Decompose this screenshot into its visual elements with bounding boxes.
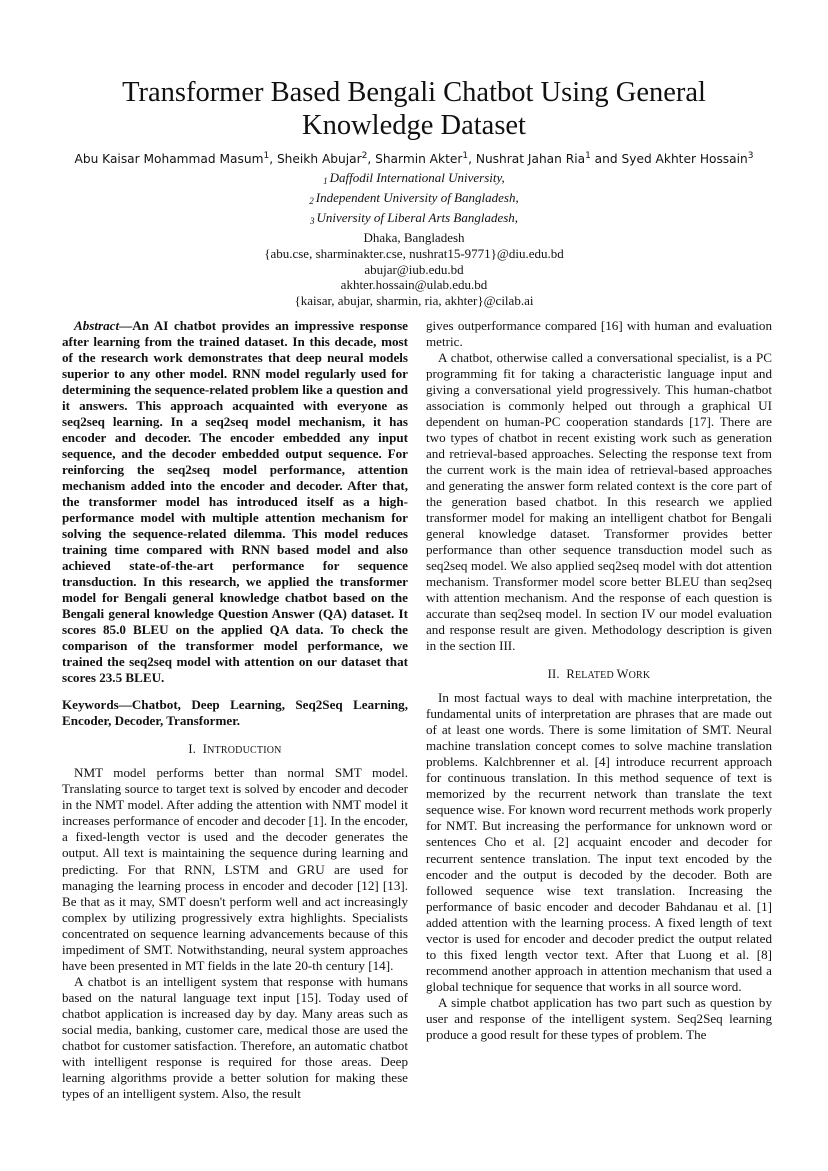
section-initial: I [202,742,208,757]
affiliation-block [60,170,768,309]
affiliation-number: 2 [309,195,314,206]
author-name: Sharmin Akter [375,152,463,166]
keywords-label: Keywords— [62,697,132,713]
affiliation-number: 3 [309,215,315,226]
paragraph: In most factual ways to deal with machine interpretation, the fundamental units of interpretation are phrases that are made out of at least one words. There is some limitation of SMT. Neural machine translation concept comes to solve machine translation problems. Kalchbrenner et al. [4] introduce recurrent approach for continuous translation. In this method sequence of text is memorized by the recurrent network than translate the text sequence wise. For known word recurrent methods work properly for NMT. But increasing the performance for unknown word or sentences Cho et al. [2] acquaint encoder and decoder for recurrent sentence translation. The input text encoded by the encoder and the output is decoded by the decoder. Both are followed sequence wise text translation. Increasing the performance of basic encoder and decoder Bahdanau et al. [1] added attention with the learning process. A fixed length of text vector is used for encoder and decoder predict the output related to this fixed length vector text. After that Luong et al. [8] recommend another approach in attention mechanism that used a global technique for sequence that works in all source word. [426,690,772,994]
affiliation-number: 1 [323,176,328,186]
author-affil-mark: 1 [462,151,469,161]
email-line: abujar@iub.edu.bd [364,261,464,277]
abstract-text: An AI chatbot provides an impressive response after learning from the trained dataset. In this decade, most of the research work demonstrates that deep neural models superior to any other model. RNN model regularly used for determining the sequence-related problem like a question and it answers. This approach acquainted with everyone as seq2seq learning. In a seq2seq model mechanism, it has encoder and decoder. The encoder embedded any input sequence, and the decoder embedded output sequence. For reinforcing the seq2seq model performance, attention mechanism added into the encoder and decoder. After that, the transformer model has introduced itself as a high-performance model with multiple attention mechanism for solving the sequence-related dilemma. This model reduces training time compared with RNN based model and also achieved state-of-the-art performance for sequence transduction. In this research, we applied the transformer model for Bengali general knowledge chatbot based on the Bengali general knowledge Question Answer (QA) dataset. It scores 85.0 BLEU on the applied QA data. To check the comparison of the transformer model performance, we trained the seq2seq model with attention on our dataset that scores 23.5 BLEU. [62,318,408,686]
section-number: I. [188,742,197,757]
author-affil-mark: 1 [263,151,270,161]
author-name: Abu Kaisar Mohammad Masum [74,152,264,166]
keywords-text: Chatbot, Deep Learning, Seq2Seq Learning, Encoder, Decoder, Transformer. [62,697,408,729]
section-rest: ORK [628,670,651,682]
paragraph: A chatbot, otherwise called a conversational specialist, is a PC programming fit for taking a characteristic language input and giving a conversational yield progressively. This human-chatbot association is commonly helped out through a graphical UI dependent on human-PC cooperation standards [17]. There are two types of chatbot in recent existing work such as generation and retrieval-based approaches. Selecting the response text from the current work is the main idea of retrieval-based approaches and generating the answer form related context is the core part of the generation based chatbot. In this research we applied transformer model for making an intelligent chatbot for Bengali general knowledge dataset. Transformer provides better performance than other sequence transduction model such as seq2seq model. We also applied seq2seq model with dot attention mechanism. Transformer model score better BLEU than seq2seq with attention mechanism. And the response of each question is accurate than seq2seq model. In section IV our model evaluation and response result are given. Methodology description is given in the section III. [426,350,772,654]
email-line: {abu.cse, sharminakter.cse, nushrat15-9771}@diu.edu.bd [264,245,564,261]
affiliation-line [60,190,768,210]
author-separator: , [468,152,476,166]
affiliation-line [60,210,768,230]
abstract-label: Abstract [74,318,120,333]
right-column [426,318,772,1043]
affiliation-name: Independent University of Bangladesh, [315,189,519,205]
paragraph: A chatbot is an intelligent system that response with humans based on the natural language text input [15]. Today used of chatbot application is increased day by day. Many areas such as social media, banking, customer care, medical those are used the chatbot for customer satisfaction. Therefore, an automatic chatbot with intelligent response is required for those areas. Deep learning algorithms provide a better solution for making these types of an intelligent system. Also, the result [62,973,408,1101]
email-line: {kaisar, abujar, sharmin, ria, akhter}@cilab.ai [294,293,534,309]
affiliation-line [60,170,768,190]
author-affil-mark: 1 [585,151,591,161]
paragraph-continued: gives outperformance compared [16] with human and evaluation metric. [426,318,772,350]
affiliation-name: University of Liberal Arts Bangladesh, [316,209,519,225]
author-separator: and [590,152,622,166]
location: Dhaka, Bangladesh [363,229,465,245]
author-name: Syed Akhter Hossain [621,152,748,166]
abstract [62,318,408,686]
author-name: Nushrat Jahan Ria [475,152,586,166]
paragraph: A simple chatbot application has two part such as question by user and response of the intelligent system. Seq2Seq learning produce a good result for these types of problem. The [426,994,772,1042]
section-rest: NTRODUCTION [207,745,282,757]
author-name: Sheikh Abujar [276,152,362,166]
paragraph: NMT model performs better than normal SMT model. Translating source to target text is solved by encoder and decoder in the NMT model. After adding the attention with NMT model it increases performance of encoder and decoder [1]. In the encoder, a fixed-length vector is used and the decoder generates the output. All text is maintaining the sequence during learning and predicting. For that RNN, LSTM and GRU are used for managing the learning process in encoder and decoder [12] [13]. Be that as it may, SMT doesn't perform well and act increasingly complex by utilizing progressively extra highlights. Specialists concentrated on sequence learning advancements because of this impediment of SMT. Notwithstanding, neural system approaches have been presented in MT fields in the late 20-th century [14]. [62,765,408,973]
author-affil-mark: 3 [747,151,754,161]
section-heading-introduction [62,741,408,759]
author-separator: , [269,152,277,166]
author-affil-mark: 2 [361,151,368,161]
affiliation-name: Daffodil International University, [329,170,505,185]
email-line: akhter.hossain@ulab.edu.bd [340,277,488,293]
paper-title: Transformer Based Bengali Chatbot Using General Knowledge Dataset [122,77,706,141]
left-column [62,318,408,1102]
section-rest: ELATED [574,670,617,682]
keywords [62,697,408,729]
section-heading-related-work [426,666,772,684]
section-initial: R [566,667,575,682]
abstract-dash: — [119,318,133,333]
author-separator: , [367,152,376,166]
section-number: II. [547,667,560,682]
author-list [20,151,808,166]
section-initial: W [616,667,629,682]
